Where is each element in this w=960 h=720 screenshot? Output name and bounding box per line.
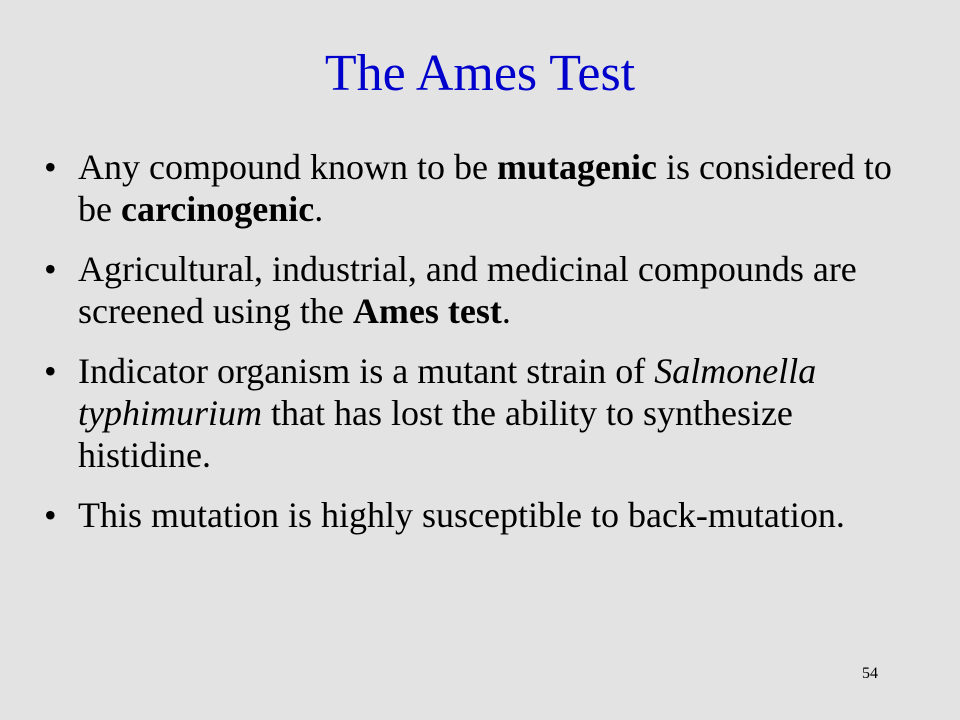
bullet-icon: • (44, 249, 57, 289)
bullet-text (78, 249, 857, 331)
bullet-segment: . (501, 291, 511, 331)
bullet-segment-bold: carcinogenic (120, 189, 315, 229)
page-number: 54 (862, 665, 878, 682)
bullet-text (78, 495, 845, 535)
bullet-segment: is considered to be (78, 147, 892, 229)
bullet-item (44, 248, 924, 332)
bullet-item (44, 494, 924, 536)
bullet-item (44, 350, 924, 476)
bullet-segment: Any compound known to be (78, 147, 497, 187)
bullet-segment: Agricultural, industrial, and medicinal compounds are screened using the (78, 249, 857, 331)
bullet-icon: • (44, 495, 57, 535)
bullet-segment: This mutation is highly susceptible to back-mutation. (78, 495, 845, 535)
bullet-icon: • (44, 147, 57, 187)
bullet-segment: . (314, 189, 324, 229)
bullet-item (44, 146, 924, 230)
bullet-list (44, 146, 924, 554)
slide-title: The Ames Test (324, 45, 636, 102)
bullet-segment-italic: Salmonella typhimurium (78, 351, 817, 433)
bullet-segment-bold: mutagenic (496, 147, 657, 187)
bullet-segment: that has lost the ability to synthesize histidine. (78, 393, 793, 475)
bullet-segment-bold: Ames test (352, 291, 502, 331)
bullet-text (78, 351, 816, 475)
bullet-segment: Indicator organism is a mutant strain of (78, 351, 655, 391)
bullet-icon: • (44, 351, 57, 391)
bullet-text (78, 147, 892, 229)
